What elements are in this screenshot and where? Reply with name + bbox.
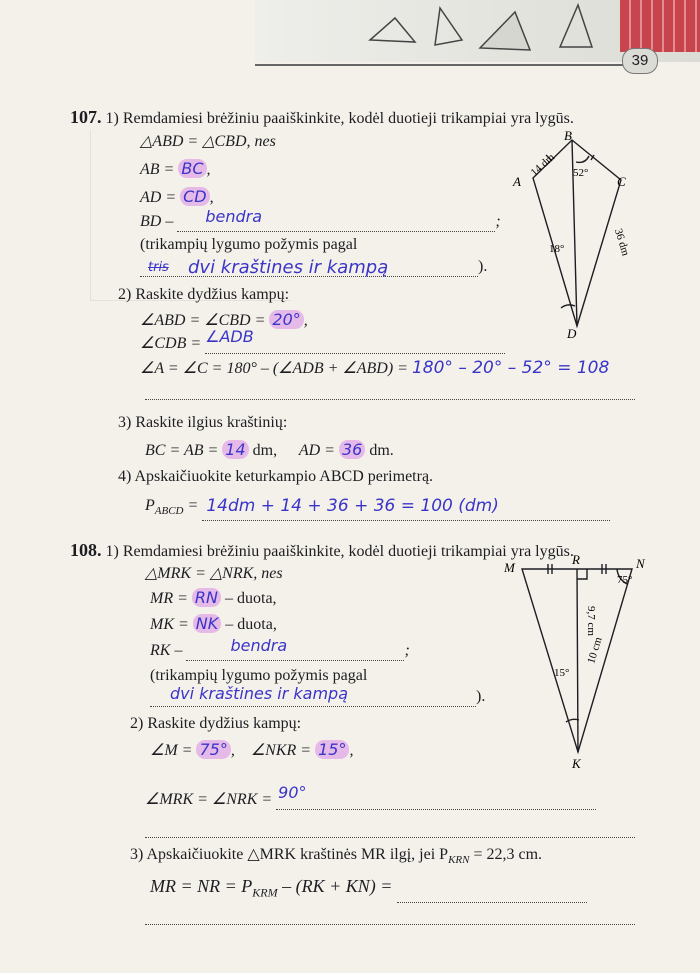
p107-p-answer: 14dm + 14 + 36 + 36 = 100 (dm) bbox=[206, 496, 499, 517]
p107-blank-dots bbox=[145, 383, 635, 400]
fig2-label-r: R bbox=[572, 552, 580, 567]
p107-p-sub: ABCD bbox=[154, 505, 184, 518]
p108-mrk-row bbox=[145, 783, 596, 810]
p108-m-left: ∠M = bbox=[150, 742, 193, 759]
p108-rk-dots bbox=[186, 636, 404, 661]
p108-number: 108. bbox=[70, 540, 102, 560]
p107-ad-left: AD = bbox=[140, 189, 177, 206]
p107-question4: 4) Apskaičiuokite keturkampio ABCD perimetrą. bbox=[118, 468, 434, 485]
p108-congruence: △MRK = △NRK, nes bbox=[145, 565, 283, 582]
p107-question3: 3) Raskite ilgius kraštinių: bbox=[118, 414, 288, 431]
p107-a-answer: 180° – 20° – 52° = 108 bbox=[411, 358, 610, 378]
p108-rk-row: RK – bendra ; bbox=[150, 636, 410, 659]
p108-blank-dots bbox=[145, 821, 635, 838]
p107-bd-dots bbox=[177, 207, 495, 232]
fig2-len-rk: 9,7 cm bbox=[585, 606, 597, 636]
p108-crit-dots bbox=[150, 684, 476, 707]
p107-abd-left: ∠ABD = ∠CBD = bbox=[140, 312, 266, 329]
fig2-label-m: M bbox=[504, 560, 515, 575]
p108-nkr-left: ∠NKR = bbox=[250, 742, 312, 759]
p108-rk-answer: bendra bbox=[230, 636, 288, 655]
figure-kite-abcd bbox=[505, 128, 645, 343]
p107-bc-left: BC = AB = bbox=[145, 442, 219, 459]
triangle-altitude-rk bbox=[577, 569, 578, 752]
page-number: 39 bbox=[622, 48, 658, 74]
p108-final-dots-row bbox=[145, 905, 635, 925]
p108-mrk-answer: 90° bbox=[278, 783, 307, 802]
p107-abd-row: ∠ABD = ∠CBD = 20° , bbox=[140, 310, 308, 329]
p107-perimeter-row bbox=[145, 496, 610, 521]
p108-q3-end: = 22,3 cm. bbox=[473, 846, 543, 863]
p107-p-dots bbox=[202, 496, 610, 521]
p108-q3-sub: KRN bbox=[448, 854, 470, 867]
p108-mk-right: – duota, bbox=[225, 616, 277, 633]
p107-ad2-answer: 36 bbox=[339, 440, 365, 459]
p107-p-label: P bbox=[145, 497, 155, 514]
p107-question1 bbox=[70, 107, 574, 129]
p108-nkr-answer: 15° bbox=[315, 740, 349, 759]
fig1-len-ab: 14 dm bbox=[528, 151, 558, 179]
fig2-label-k: K bbox=[572, 756, 581, 771]
p108-final-dots bbox=[397, 886, 587, 903]
p108-final-end: – (RK + KN) = bbox=[282, 876, 393, 896]
p107-criterion-row bbox=[140, 257, 487, 277]
p108-crit-answer: dvi kraštines ir kampą bbox=[170, 684, 348, 703]
fig1-label-c: C bbox=[617, 174, 626, 189]
p107-bd-left: BD – bbox=[140, 213, 174, 230]
p107-ab-answer: BC bbox=[178, 159, 206, 178]
p107-ab-left: AB = bbox=[140, 161, 175, 178]
p107-crit-end: ). bbox=[478, 258, 488, 275]
p107-p-eq: = bbox=[187, 497, 199, 514]
p108-question2: 2) Raskite dydžius kampų: bbox=[130, 715, 302, 732]
p107-ab-row: AB = BC , bbox=[140, 159, 211, 178]
p107-bc-row bbox=[145, 440, 394, 461]
p108-mk-answer: NK bbox=[193, 614, 221, 633]
p108-mk-left: MK = bbox=[150, 616, 189, 633]
fig1-len-cd: 36 dm bbox=[611, 227, 632, 258]
fig2-angle-k: 15° bbox=[554, 667, 570, 679]
p107-crit-answer: dvi kraštines ir kampą bbox=[188, 257, 389, 278]
angle-arc-d bbox=[561, 305, 575, 308]
p107-bd-answer: bendra bbox=[205, 207, 263, 226]
p108-angles-row: ∠M = 75° , ∠NKR = 15° , bbox=[150, 740, 354, 759]
p108-question1 bbox=[70, 540, 574, 562]
p108-mrk-left: ∠MRK = ∠NRK = bbox=[145, 791, 273, 808]
p107-cdb-left: ∠CDB = bbox=[140, 335, 202, 352]
p107-a-left: ∠A = ∠C = 180° – (∠ADB + ∠ABD) = bbox=[140, 360, 408, 377]
header-triangles-icon bbox=[360, 0, 610, 55]
p107-ad2-left: AD = bbox=[298, 442, 335, 459]
fig1-angle-d: 18° bbox=[549, 243, 565, 255]
p108-final-sub: KRM bbox=[252, 885, 278, 900]
p108-mr-row bbox=[150, 588, 277, 609]
p108-q1-text: 1) Remdamiesi brėžiniu paaiškinkite, kodėl duotieji trikampiai yra lygūs. bbox=[105, 543, 574, 560]
p108-m-answer: 75° bbox=[196, 740, 230, 759]
p107-cdb-answer: ∠ADB bbox=[205, 327, 254, 346]
p107-number: 107. bbox=[70, 107, 102, 127]
figure-triangle-mnk bbox=[500, 552, 650, 777]
fig1-angle-b: 52° bbox=[573, 167, 589, 179]
p107-dm1: dm, bbox=[252, 442, 278, 459]
p107-cdb-dots bbox=[205, 327, 505, 354]
p107-dm2: dm. bbox=[369, 442, 394, 459]
p108-question3 bbox=[130, 845, 542, 870]
p107-a-row bbox=[140, 358, 609, 379]
p108-mr-right: – duota, bbox=[225, 590, 277, 607]
fig2-angle-n: 75° bbox=[617, 574, 633, 586]
p108-q3-text: 3) Apskaičiuokite △MRK kraštinės MR ilgį, jei P bbox=[130, 846, 449, 863]
p108-mr-answer: RN bbox=[192, 588, 221, 607]
p107-abd-answer: 20° bbox=[269, 310, 303, 329]
p107-crit-dots bbox=[140, 257, 478, 278]
p108-criterion-row bbox=[150, 684, 486, 707]
p107-q1-text: 1) Remdamiesi brėžiniu paaiškinkite, kodėl duotieji trikampiai yra lygūs. bbox=[105, 110, 574, 127]
p107-ad-row: AD = CD , bbox=[140, 187, 214, 206]
p108-criterion: (trikampių lygumo požymis pagal bbox=[150, 667, 368, 684]
p107-question2: 2) Raskite dydžius kampų: bbox=[118, 286, 290, 303]
p108-mrk-dots bbox=[276, 783, 596, 810]
p107-criterion: (trikampių lygumo požymis pagal bbox=[140, 236, 358, 253]
p108-crit-end: ). bbox=[476, 688, 486, 705]
p108-final-row bbox=[150, 876, 587, 903]
p107-cdb-row bbox=[140, 327, 505, 354]
fig2-len-nk: 10 cm bbox=[585, 635, 605, 666]
p108-final-blank bbox=[145, 908, 635, 925]
p107-congruence: △ABD = △CBD, nes bbox=[140, 133, 276, 150]
fig1-label-d: D bbox=[567, 326, 577, 341]
p108-final-left: MR = NR = P bbox=[150, 876, 253, 896]
header-rule bbox=[255, 64, 645, 66]
right-angle-r bbox=[577, 569, 587, 579]
p107-bc-answer: 14 bbox=[222, 440, 248, 459]
p108-mk-row bbox=[150, 614, 277, 635]
fig1-label-b: B bbox=[564, 128, 572, 143]
header-grid-pattern bbox=[620, 0, 700, 52]
angle-arc-b bbox=[576, 156, 589, 162]
p107-bd-row: BD – bendra ; bbox=[140, 207, 501, 230]
fig2-label-n: N bbox=[636, 556, 645, 571]
fig1-label-a: A bbox=[513, 174, 521, 189]
p107-dots-row bbox=[145, 380, 635, 400]
p107-crossed: tris bbox=[148, 260, 169, 275]
p108-rk-left: RK – bbox=[150, 642, 183, 659]
p108-dots-row bbox=[145, 818, 635, 838]
p108-mr-left: MR = bbox=[150, 590, 188, 607]
p107-ad-answer: CD bbox=[180, 187, 210, 206]
